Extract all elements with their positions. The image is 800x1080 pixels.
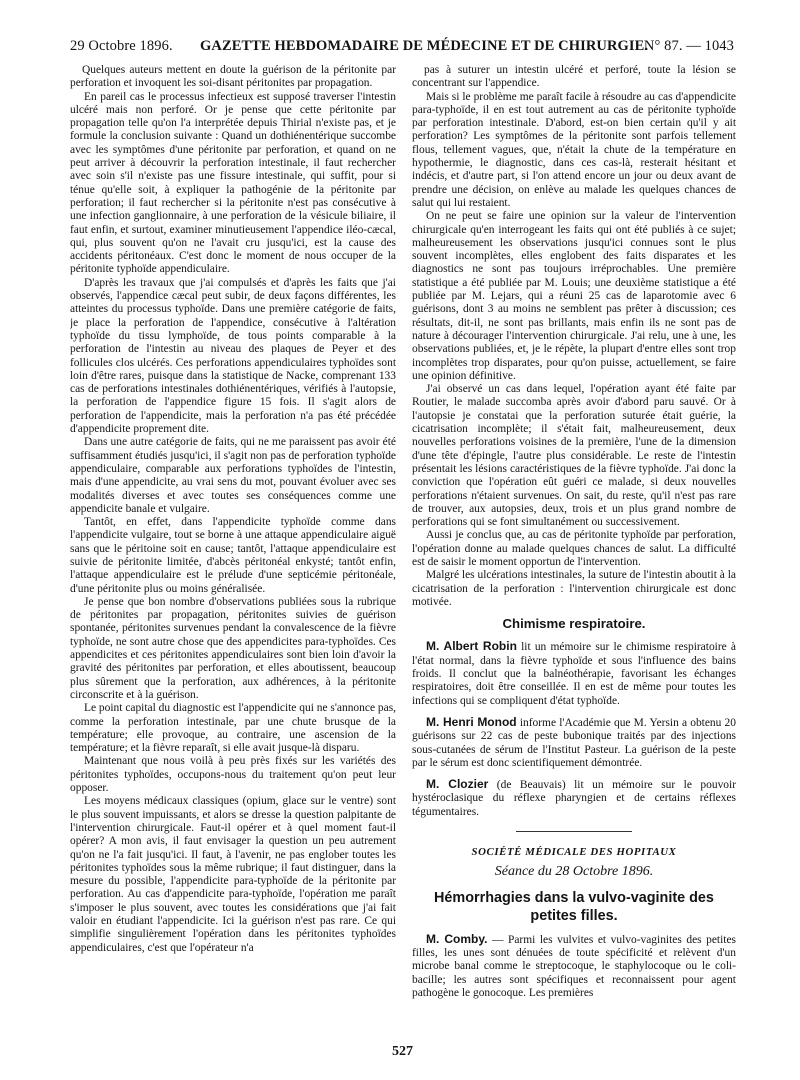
paragraph: Tantôt, en effet, dans l'appendicite typhoïde comme dans l'appendicite vulgaire, tout se borne à une attaque appendiculaire aiguë sans que le péritoine soit en cause; tantôt, l'attaque appendiculaire est suivie de péritonite limitée, d'abcès péritonéal enkysté; tantôt enfin, l'attaque appendiculaire est le prélude d'une septicémie péritonéale, d'une péritonite plus ou moins généralisée. <box>70 516 396 595</box>
speaker-item <box>412 778 736 819</box>
page-number: 527 <box>392 1044 413 1059</box>
paragraph: Dans une autre catégorie de faits, qui ne me paraissent pas avoir été suffisamment étudiés jusqu'ici, il s'agit non pas de perforation typhoïde appendiculaire, comparable aux perforations typhoïdes de l'intestin, mais d'une appendicite, au vrai sens du mot, pouvant évoluer avec ses modalités diverses et avec toutes ses conséquences comme une appendicite banale et vulgaire. <box>70 436 396 515</box>
section-title: Chimisme respiratoire. <box>502 616 646 632</box>
journal-title: GAZETTE HEBDOMADAIRE DE MÉDECINE ET DE CHIRURGIE. <box>200 38 649 54</box>
paragraph: J'ai observé un cas dans lequel, l'opération ayant été faite par Routier, le malade succomba après avoir d'abord paru sauvé. Or à l'autopsie je constatai que la perforation suturée était guérie, la cicatrisation incomplète; il s'était fait, malheureusement, deux nouvelles perforations voisines de la première, l'une de la dimension d'une tête d'épingle, l'autre plus considérable. Le reste de l'intestin présentait les lésions caractéristiques de la fièvre typhoïde. J'ai donc la conviction que l'opération eût guéri ce malade, si deux nouvelles perforations n'étaient survenues. On sait, du reste, qu'il n'est pas rare de trouver, aux autopsies, deux, trois et un plus grand nombre de perforations qui se font simultanément ou successivement. <box>412 383 736 529</box>
speaker-text: lit un mémoire sur le chimisme respiratoire à l'état normal, dans la fièvre typhoïde et sous l'influence des bains froids. Il conclut que la balnéothérapie, favorisant les échanges respiratoires, doit être conseillée. Il en est de même pour toutes les infections qui se compliquent d'état typhoïde. <box>412 641 736 707</box>
paragraph: Maintenant que nous voilà à peu près fixés sur les variétés des péritonites typhoïdes, occupons-nous du traitement qu'on peut leur opposer. <box>70 755 396 795</box>
paragraph: Le point capital du diagnostic est l'appendicite qui ne s'annonce pas, comme la perforation intestinale, par une chute brusque de la température; elle provoque, au contraire, une ascension de la température; et la fièvre reparaît, si elle avait jusque-là disparu. <box>70 702 396 755</box>
society-heading: SOCIÉTÉ MÉDICALE DES HOPITAUX <box>471 846 677 859</box>
speaker-name: M. Albert Robin <box>426 639 517 654</box>
paragraph: On ne peut se faire une opinion sur la valeur de l'intervention chirurgicale qu'en interrogeant les faits qui ont été publiés à ce sujet; malheureusement les observations jusqu'ici connues sont le plus souvent incomplètes, elles englobent des faits disparates et les diagnostics ne sont pas toujours irréprochables. Une première statistique a été publiée par M. Louis; une deuxième statistique a été publiée par M. Lejars, qui a réuni 25 cas de laparotomie avec 6 guérisons, dont 3 au moins ne semblent pas prêter à discussion; ces résultats, dit-il, ne sont pas brillants, mais enfin ils ne sont pas de nature à décourager l'intervention chirurgicale. J'ai relu, une à une, les observations publiées, et, je le répète, la plupart d'entre elles sont trop incomplètes trop disparates, pour qu'on puisse, actuellement, se faire une opinion définitive. <box>412 210 736 382</box>
paragraph: Je pense que bon nombre d'observations publiées sous la rubrique de péritonites par propagation, péritonites suivies de guérison spontanée, péritonites survenues pendant la convalescence de la fièvre typhoïde, ne sont autre chose que des appendicites para-typhoïdes. Ces appendicites et ces péritonites appendiculaires sont bien loin d'avoir la gravité des péritonites par perforation, et elles aboutissent, beaucoup plus sûrement que la perforation, aux adhérences, à la péritonite circonscrite et à la guérison. <box>70 595 396 701</box>
issue-number: N° 87. — 1043 <box>643 38 734 54</box>
section-divider <box>516 831 632 832</box>
session-date: Séance du 28 Octobre 1896. <box>494 864 654 880</box>
paragraph: Quelques auteurs mettent en doute la guérison de la péritonite par perforation et invoquent les soi-disant péritonites par propagation. <box>70 64 396 90</box>
speaker-text: informe l'Académie que M. Yersin a obtenu 20 guérisons sur 22 cas de peste bubonique traités par des injections sous-cutanées de sérum de l'Institut Pasteur. La guérison de la peste par le sérum est donc scientifiquement démontrée. <box>412 716 736 769</box>
speaker-item <box>412 716 736 770</box>
right-column <box>412 64 736 1039</box>
paragraph: D'après les travaux que j'ai compulsés et d'après les faits que j'ai observés, l'appendice cæcal peut subir, de deux façons différentes, les atteintes du processus typhoïde. Dans une première catégorie de faits, je place la perforation de l'appendice, consécutive à l'altération typhoïde du tissu lymphoïde, de tous points comparable à la perforation de l'intestin au niveau des plaques de Peyer et des follicules clos ulcérés. Ces perforations appendiculaires typhoïdes sont loin d'être rares, puisque dans la statistique de Nacke, comprenant 133 cas de perforations intestinales dothiénentériques, vérifiés à l'autopsie, la perforation de l'appendice figure 15 fois. Il s'agit alors de perforation de l'appendicite, mais la perforation n'a pas été précédée d'appendicite proprement dite. <box>70 276 396 436</box>
speaker-item <box>412 640 736 707</box>
paragraph: pas à suturer un intestin ulcéré et perforé, toute la lésion se concentrant sur l'appendice. <box>412 64 736 90</box>
speaker-name: M. Henri Monod <box>426 714 517 729</box>
left-column <box>70 64 396 1039</box>
paragraph: Aussi je conclus que, au cas de péritonite typhoïde par perforation, l'opération donne au malade quelques chances de salut. La difficulté est de saisir le moment opportun de l'intervention. <box>412 529 736 568</box>
speaker-item <box>412 933 736 1000</box>
running-header <box>70 38 734 58</box>
paragraph: En pareil cas le processus infectieux est supposé traverser l'intestin ulcéré mais non perforé. Or je pense que cette péritonite par propagation telle qu'on l'a interprétée depuis Thirial n'existe pas, et je formule la conclusion suivante : Quand un dothiénentérique succombe avec les symptômes d'une péritonite par perforation, et quand on ne peut arriver à découvrir la perforation intestinale, il faut rechercher avec soin s'il n'existe pas une fissure intestinale, qui suffit, pour si ténue qu'elle soit, à expliquer la pathogénie de la péritonite par perforation; il faut rechercher si la péritonite n'est pas consécutive à une infection ganglionnaire, à une perforation de la vésicule biliaire, il faut enfin, et surtout, examiner minutieusement l'appendice iléo-cæcal, qui, plus souvent qu'on ne l'avait cru jusqu'ici, est la cause des accidents péritonéaux. C'est donc le moment de nous occuper de la péritonite typhoïde appendiculaire. <box>70 90 396 276</box>
speaker-text: (de Beauvais) lit un mémoire sur le pouvoir hystéroclasique du réflexe pharyngien et de certains réflexes tégumentaires. <box>412 779 736 818</box>
speaker-name: M. Clozier <box>426 777 489 792</box>
header-date: 29 Octobre 1896. <box>70 38 173 54</box>
paragraph: Malgré les ulcérations intestinales, la suture de l'intestin aboutit à la cicatrisation de la perforation : l'intervention chirurgicale est donc motivée. <box>412 569 736 608</box>
paragraph: Les moyens médicaux classiques (opium, glace sur le ventre) sont le plus souvent impuissants, et alors se dresse la question palpitante de l'intervention chirurgicale. Faut-il opérer et à quel moment faut-il opérer? A mon avis, il faut envisager la question un peu autrement qu'on ne l'a fait jusqu'ici. Il faut, à l'avenir, ne pas englober toutes les péritonites typhoïdes sous la même rubrique; il faut distinguer, dans la mesure du possible, l'appendicite para-typhoïde de la péritonite par perforation. Au cas d'appendicite para-typhoïde, l'opération me paraît s'imposer le plus souvent, avec toutes les considérations que j'ai fait valoir en étudiant l'appendicite. Ici la guérison n'est pas rare. Ce qui simplifie singulièrement l'opération dans les péritonites typhoïdes appendiculaires, c'est que l'opérateur n'a <box>70 795 396 954</box>
paragraph: Mais si le problème me paraît facile à résoudre au cas d'appendicite para-typhoïde, il en est tout autrement au cas de péritonite typhoïde par perforation intestinale. D'abord, est-on bien certain qu'il y ait perforation? Les symptômes de la péritonite sont parfois tellement flous, tellement vagues, que, n'était la chute de la température en hypothermie, le diagnostic, dans ces cas-là, resterait hésitant et indécis, et d'autre part, si l'on attend encore un jour ou deux avant de prendre une décision, on enlève au malade les quelques chances de salut qui lui restaient. <box>412 90 736 209</box>
speaker-text: — Parmi les vulvites et vulvo-vaginites des petites filles, les unes sont dénuées de toute spécificité et relèvent d'un microbe banal comme le streptocoque, le staphylocoque ou le coli-bacille; les autres sont spécifiques et reconnaissent pour agent pathogène le gonocoque. Les premières <box>412 933 736 999</box>
speaker-name: M. Comby. <box>426 931 488 946</box>
article-title: Hémorrhagies dans la vulvo-vaginite des petites filles. <box>434 889 714 924</box>
